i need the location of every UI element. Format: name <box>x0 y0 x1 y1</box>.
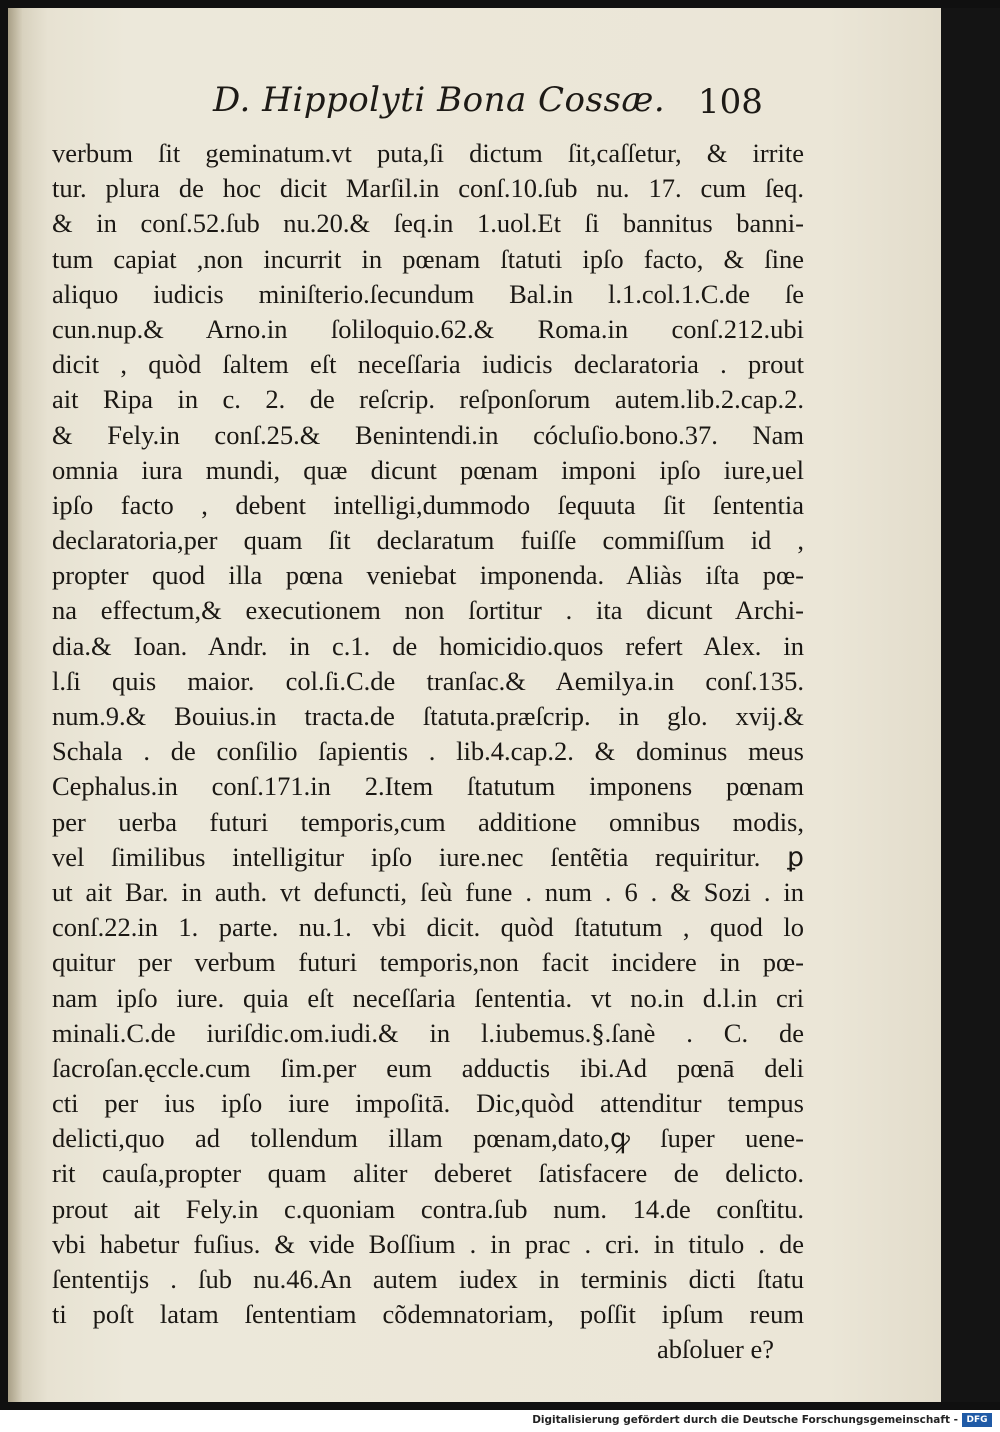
scan-right-margin <box>941 8 1000 1402</box>
text-line: quitur per verbum futuri temporis,non facit incidere in pœ- <box>52 947 804 978</box>
funding-credit: Digitalisierung gefördert durch die Deutsche Forschungsgemeinschaft - <box>532 1414 958 1426</box>
text-line: cti per ius ipſo iure impoſitā. Dic,quòd attenditur tempus <box>52 1088 804 1119</box>
text-line: na effectum,& executionem non ſortitur . ita dicunt Archi- <box>52 595 804 626</box>
text-line: ipſo facto , debent intelligi,dummodo ſequuta ſit ſententia <box>52 489 804 520</box>
text-line: vbi habetur fuſius. & vide Boſſium . in prac . cri. in titulo . de <box>52 1228 804 1259</box>
text-line: minali.C.de iuriſdic.om.iudi.& in l.iubemus.§.ſanè . C. de <box>52 1017 804 1048</box>
text-line: l.ſi quis maior. col.ſi.C.de tranſac.& Aemilya.in conſ.135. <box>52 665 804 696</box>
text-line: rit cauſa,propter quam aliter deberet ſatisfacere de delicto. <box>52 1158 804 1189</box>
text-line: ait Ripa in c. 2. de reſcrip. reſponſorum autem.lib.2.cap.2. <box>52 384 804 415</box>
text-line: ſacroſan.ęccle.cum ſim.per eum adductis ibi.Ad pœnā deli <box>52 1052 804 1083</box>
text-line: declaratoria,per quam ſit declaratum fuiſſe commiſſum id , <box>52 525 804 556</box>
text-line: propter quod illa pœna veniebat imponenda. Aliàs iſta pœ- <box>52 560 804 591</box>
text-line: ſententijs . ſub nu.46.An autem iudex in terminis dicti ſtatu <box>52 1264 804 1294</box>
text-line: dicit , quòd ſaltem eſt neceſſaria iudicis declaratoria . prout <box>52 349 804 380</box>
page-number: 108 <box>698 82 763 122</box>
text-line: verbum ſit geminatum.vt puta,ſi dictum ſit,caſſetur, & irrite <box>52 138 804 168</box>
text-line: aliquo iudicis miniſterio.ſecundum Bal.in l.1.col.1.C.de ſe <box>52 278 804 309</box>
text-line: abſoluer e? <box>657 1334 774 1365</box>
page-gutter-edge <box>8 8 22 1402</box>
text-line: prout ait Fely.in c.quoniam contra.ſub num. 14.de conſtitu. <box>52 1193 804 1224</box>
text-line: conſ.22.in 1. parte. nu.1. vbi dicit. quòd ſtatutum , quod lo <box>52 912 804 943</box>
book-page <box>8 8 941 1402</box>
text-line: omnia iura mundi, quæ dicunt pœnam imponi ipſo iure,uel <box>52 454 804 485</box>
text-line: cun.nup.& Arno.in ſoliloquio.62.& Roma.in conſ.212.ubi <box>52 313 804 344</box>
text-line: Cephalus.in conſ.171.in 2.Item ſtatutum imponens pœnam <box>52 771 804 802</box>
text-line: ti poſt latam ſententiam cõdemnatoriam, poſſit ipſum reum <box>52 1299 804 1330</box>
text-line: tur. plura de hoc dicit Marſil.in conſ.10.ſub nu. 17. cum ſeq. <box>52 173 804 204</box>
text-line: delicti,quo ad tollendum illam pœnam,dato,ꝙ ſuper uene- <box>52 1123 804 1154</box>
text-line: Schala . de conſilio ſapientis . lib.4.cap.2. & dominus meus <box>52 736 804 767</box>
text-line: tum capiat ,non incurrit in pœnam ſtatuti ipſo facto, & ſine <box>52 243 804 274</box>
text-line: per uerba futuri temporis,cum additione omnibus modis, <box>52 806 804 837</box>
text-line: vel ſimilibus intelligitur ipſo iure.nec ſentẽtia requiritur. ꝑ <box>52 841 804 872</box>
text-line: & Fely.in conſ.25.& Benintendi.in cócluſio.bono.37. Nam <box>52 419 804 450</box>
body-text <box>52 136 804 1368</box>
text-line: ut ait Bar. in auth. vt defuncti, ſeù fune . num . 6 . & Sozi . in <box>52 876 804 907</box>
text-line: & in conſ.52.ſub nu.20.& ſeq.in 1.uol.Et ſi bannitus banni- <box>52 208 804 239</box>
dfg-logo: DFG <box>962 1413 992 1427</box>
text-line: nam ipſo iure. quia eſt neceſſaria ſententia. vt no.in d.l.in cri <box>52 982 804 1013</box>
running-head-title: D. Hippolyti Bona Cossæ. <box>213 80 666 120</box>
footer-bar <box>0 1410 1000 1432</box>
text-line: num.9.& Bouius.in tracta.de ſtatuta.præſcrip. in glo. xvij.& <box>52 701 804 731</box>
text-line: dia.& Ioan. Andr. in c.1. de homicidio.quos refert Alex. in <box>52 630 804 661</box>
